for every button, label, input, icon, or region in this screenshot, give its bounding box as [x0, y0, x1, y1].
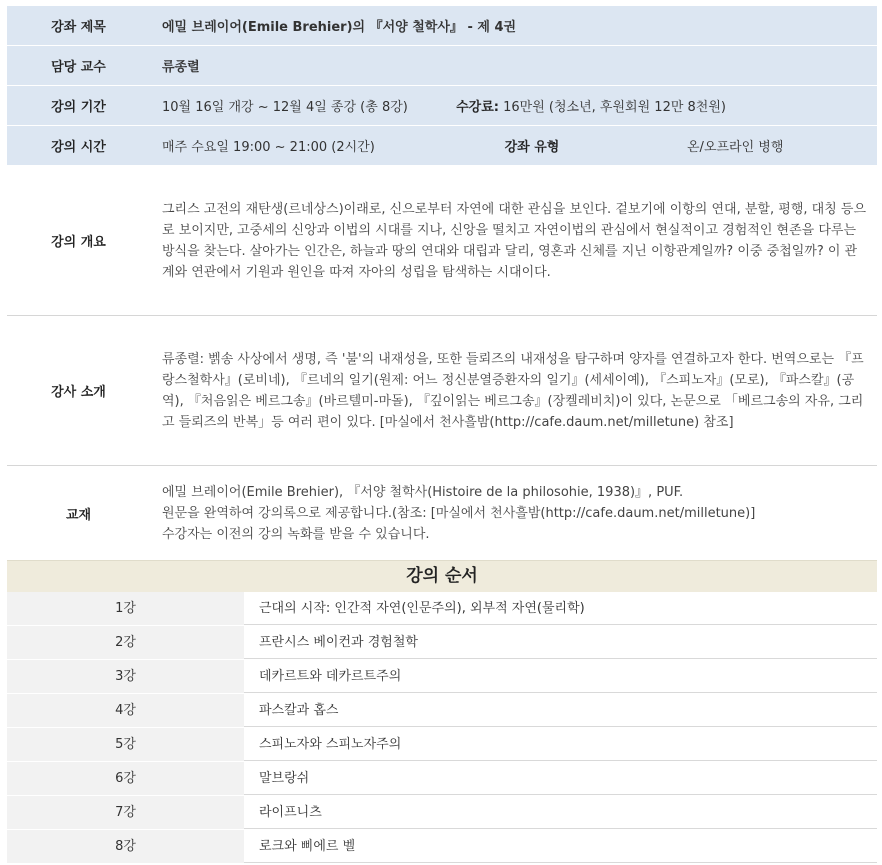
time-row — [7, 126, 877, 166]
fee-label: 수강료: — [456, 100, 499, 115]
lecture-title: 스피노자와 스피노자주의 — [244, 728, 877, 761]
lecture-title: 로크와 삐에르 벨 — [244, 830, 877, 863]
professor-value: 류종렬 — [162, 60, 200, 75]
title-label: 강좌 제목 — [51, 20, 106, 35]
lecture-number: 2강 — [7, 626, 244, 659]
schedule-row — [7, 592, 877, 626]
period-value — [150, 96, 726, 115]
schedule-list — [7, 592, 877, 864]
textbook-line-3: 수강자는 이전의 강의 녹화를 받을 수 있습니다. — [162, 526, 430, 542]
overview-text: 그리스 고전의 재탄생(르네상스)이래로, 신으로부터 자연에 대한 관심을 보인다. 겉보기에 이항의 연대, 분할, 평행, 대칭 등으로 보이지만, 고중세의 신앙과 이법의 시대를 지나, 신앙을 떨치고 자연이법의 관심에서 현실적이고 경험적인 현존을 다루는 방식을 찾는다. 살아가는 인간은, 하늘과 땅의 연대와 대립과 달리, 영혼과 신체를 지닌 이항관계일까? 이중 중첩일까? 이 관계와 연관에서 기원과 원인을 따져 자아의 성립을 탐색하는 시대이다. — [162, 201, 867, 280]
professor-label: 담당 교수 — [51, 60, 106, 75]
textbook-text — [150, 482, 868, 545]
lecture-title: 말브랑쉬 — [244, 762, 877, 795]
type-label: 강좌 유형 — [504, 140, 560, 155]
schedule-row — [7, 626, 877, 660]
lecture-title: 라이프니츠 — [244, 796, 877, 829]
schedule-row — [7, 762, 877, 796]
lecture-number: 3강 — [7, 660, 244, 693]
lecture-title: 파스칼과 홉스 — [244, 694, 877, 727]
lecture-title: 프란시스 베이컨과 경험철학 — [244, 626, 877, 659]
lecture-number: 5강 — [7, 728, 244, 761]
textbook-row — [7, 466, 877, 560]
lecture-number: 8강 — [7, 830, 244, 863]
lecture-title: 데카르트와 데카르트주의 — [244, 660, 877, 693]
overview-label: 강의 개요 — [51, 235, 106, 250]
course-info-table — [7, 6, 877, 864]
schedule-row — [7, 694, 877, 728]
title-row — [7, 6, 877, 46]
time-value: 매주 수요일 19:00 ~ 21:00 (2시간) — [162, 140, 375, 155]
lecture-number: 6강 — [7, 762, 244, 795]
period-row — [7, 86, 877, 126]
time-label: 강의 시간 — [51, 140, 106, 155]
fee-value: 16만원 (청소년, 후원회원 12만 8천원) — [499, 100, 726, 115]
textbook-line-2: 원문을 완역하여 강의록으로 제공합니다.(참조: [마실에서 천사흘밤(http://cafe.daum.net/milletune)] — [162, 505, 756, 521]
instructor-row — [7, 316, 877, 466]
textbook-label: 교재 — [65, 507, 92, 523]
textbook-line-1: 에밀 브레이어(Emile Brehier), 『서양 철학사(Histoire de la philosohie, 1938)』, PUF. — [162, 484, 684, 500]
instructor-label: 강사 소개 — [51, 385, 106, 400]
type-value: 온/오프라인 병행 — [687, 140, 784, 155]
lecture-number: 4강 — [7, 694, 244, 727]
schedule-header: 강의 순서 — [7, 560, 877, 592]
lecture-title: 근대의 시작: 인간적 자연(인문주의), 외부적 자연(물리학) — [244, 592, 877, 625]
lecture-number: 7강 — [7, 796, 244, 829]
overview-row — [7, 166, 877, 316]
schedule-row — [7, 660, 877, 694]
period-label: 강의 기간 — [51, 100, 106, 115]
period-text: 10월 16일 개강 ~ 12월 4일 종강 (총 8강) — [162, 100, 408, 115]
professor-row — [7, 46, 877, 86]
title-value: 에밀 브레이어(Emile Brehier)의 『서양 철학사』 - 제 4권 — [162, 20, 517, 35]
schedule-row — [7, 796, 877, 830]
lecture-number: 1강 — [7, 592, 244, 625]
instructor-text: 류종렬: 벩송 사상에서 생명, 즉 '불'의 내재성을, 또한 들뢰즈의 내재성을 탐구하며 양자를 연결하고자 한다. 번역으로는 『프랑스철학사』(로비네), 『르네의 일기(원제: 어느 정신분열증환자의 일기』(세세이예), 『스피노자』(모로), 『파스칼』(공역), 『처음읽은 베르그송』(바르텔미-마돌), 『깊이읽는 베르그송』(장켈레비치)이 있다, 논문으로 「베르그송의 자유, 그리고 들뢰즈의 반복」등 여러 편이 있다. [마실에서 천사흘밤(http://cafe.daum.net/milletune) 참조] — [162, 351, 864, 430]
schedule-row — [7, 830, 877, 864]
schedule-row — [7, 728, 877, 762]
